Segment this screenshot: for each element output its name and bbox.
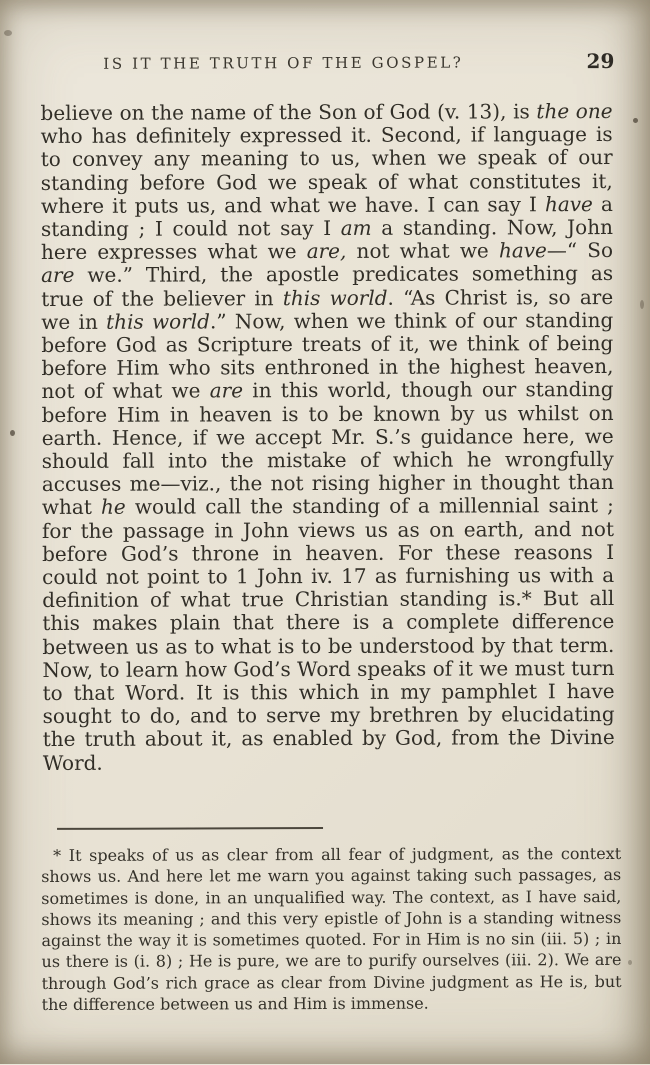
scan-speck: [633, 118, 638, 123]
body-text: believe on the name of the Son of God (v. 13), is the one who has definitely expressed it. Second, if language is to convey any meaning to us, when we speak of our standing before God we speak of what constitutes it, where it puts us, and what we have. I can say I have a standing ; I could not say I am a standing. Now, John here expresses what we are, not what we have—“ So are we.” Third, the apostle predicates something as true of the believer in this world. “As Christ is, so are we in this world.” Now, when we think of our standing before God as Scripture treats of it, we think of being before Him who sits enthroned in the highest heaven, not of what we are in this world, though our standing before Him in heaven is to be known by us whilst on earth. Hence, if we accept Mr. S.’s guidance here, we should fall into the mistake of which he wrongfully accuses me—viz., the not rising higher in thought than what he would call the standing of a millennial saint ; for the passage in John views us as on earth, and not before God’s throne in heaven. For these reasons I could not point to 1 John iv. 17 as furnishing us with a definition of what true Christian standing is.* But all this makes plain that there is a complete difference between us as to what is to be understood by that term. Now, to learn how God’s Word speaks of it we must turn to that Word. It is this which in my pamphlet I have sought to do, and to serve my brethren by elucidating the truth about it, as enabled by God, from the Divine Word.: [40, 98, 615, 775]
running-head: IS IT THE TRUTH OF THE GOSPEL?: [103, 53, 464, 73]
scan-speck: [4, 30, 12, 36]
footnote-text: * It speaks of us as clear from all fear of judgment, as the context shows us. And here let me warn you against taking such passages, as sometimes is done, in an unqualified way. The context, as I have said, shows its meaning ; and this very epistle of John is a standing witness against the way it is sometimes quoted. For in Him is no sin (iii. 5) ; in us there is (i. 8) ; He is pure, we are to purify ourselves (iii. 2). We are through God’s rich grace as clear from Divine judgment as He is, but the difference between us and Him is immense.: [41, 843, 622, 1015]
scan-speck: [640, 300, 644, 309]
footnote-rule: [57, 827, 323, 830]
page-number: 29: [586, 48, 615, 74]
scan-speck: [10, 430, 15, 436]
scan-speck: [628, 960, 632, 965]
